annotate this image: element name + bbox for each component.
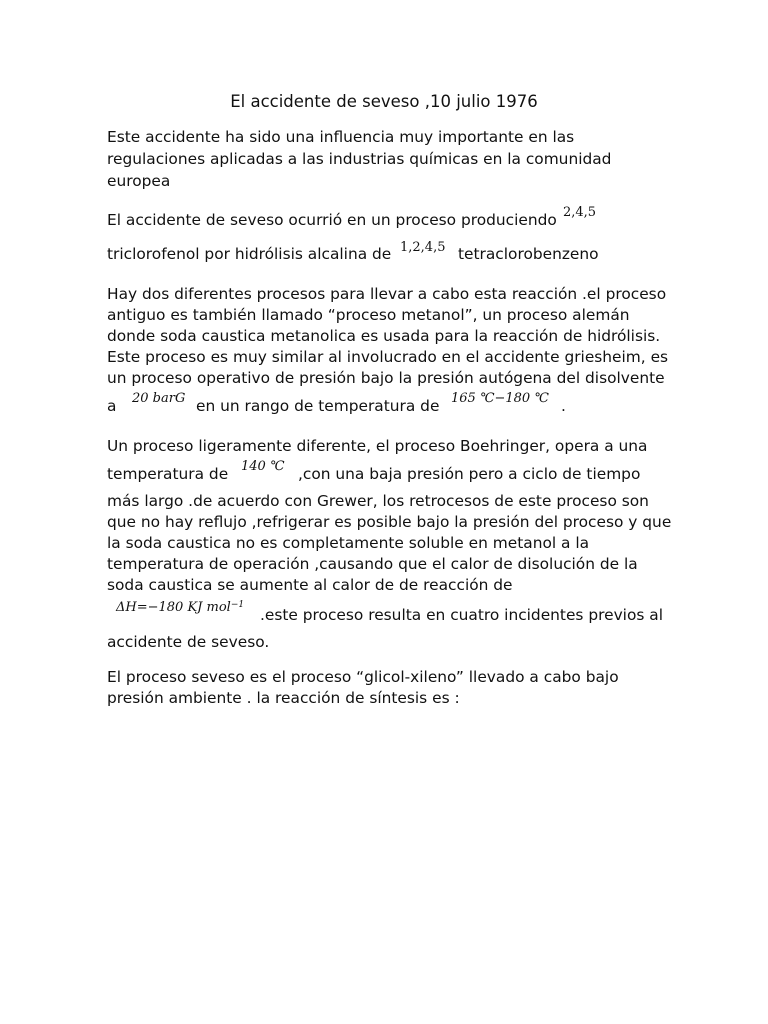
math-temperature-140: 140 ℃ (241, 459, 285, 474)
paragraph-line: Un proceso ligeramente diferente, el proceso Boehringer, opera a una (107, 437, 648, 455)
paragraph-line: a (107, 397, 117, 415)
paragraph-line: que no hay reflujo ,refrigerar es posible bajo la presión del proceso y que (107, 513, 672, 531)
paragraph-line: Hay dos diferentes procesos para llevar a cabo esta reacción .el proceso (107, 285, 667, 303)
math-positions-1245: 1,2,4,5 (400, 240, 446, 255)
math-enthalpy: ΔH=−180 KJ mol$^{-1}$ (116, 600, 245, 615)
paragraph-line: europea (107, 172, 171, 190)
paragraph-line: .este proceso resulta en cuatro incidentes previos al (260, 606, 663, 624)
paragraph-line: en un rango de temperatura de (196, 397, 440, 415)
math-enthalpy-exponent: −1 (230, 600, 245, 610)
paragraph-line: un proceso operativo de presión bajo la presión autógena del disolvente (107, 369, 665, 387)
paragraph-line: temperatura de operación ,causando que el calor de disolución de la (107, 555, 638, 573)
paragraph-line: Este accidente ha sido una influencia muy importante en las (107, 128, 575, 146)
paragraph-line: la soda caustica no es completamente soluble en metanol a la (107, 534, 590, 552)
paragraph-line: El accidente de seveso ocurrió en un proceso produciendo (107, 211, 557, 229)
paragraph-line: presión ambiente . la reacción de síntesis es : (107, 689, 460, 707)
paragraph-line: Este proceso es muy similar al involucrado en el accidente griesheim, es (107, 348, 669, 366)
paragraph-line: triclorofenol por hidrólisis alcalina de (107, 245, 392, 263)
document-title: El accidente de seveso ,10 julio 1976 (230, 92, 538, 111)
math-positions-245: 2,4,5 (563, 205, 597, 220)
paragraph-line: donde soda caustica metanolica es usada para la reacción de hidrólisis. (107, 327, 661, 345)
math-temperature-range: 165 ℃−180 ℃ (451, 391, 549, 406)
paragraph-line: antiguo es también llamado “proceso metanol”, un proceso alemán (107, 306, 630, 324)
paragraph-line: regulaciones aplicadas a las industrias químicas en la comunidad (107, 150, 612, 168)
paragraph-line: accidente de seveso. (107, 633, 270, 651)
paragraph-line: temperatura de (107, 465, 229, 483)
paragraph-line: . (561, 397, 566, 415)
paragraph-line: soda caustica se aumente al calor de de reacción de (107, 576, 513, 594)
paragraph-line: más largo .de acuerdo con Grewer, los retrocesos de este proceso son (107, 492, 649, 510)
math-pressure: 20 barG (132, 391, 186, 406)
paragraph-line: El proceso seveso es el proceso “glicol-xileno” llevado a cabo bajo (107, 668, 619, 686)
paragraph-line: tetraclorobenzeno (458, 245, 599, 263)
paragraph-line: ,con una baja presión pero a ciclo de tiempo (298, 465, 641, 483)
